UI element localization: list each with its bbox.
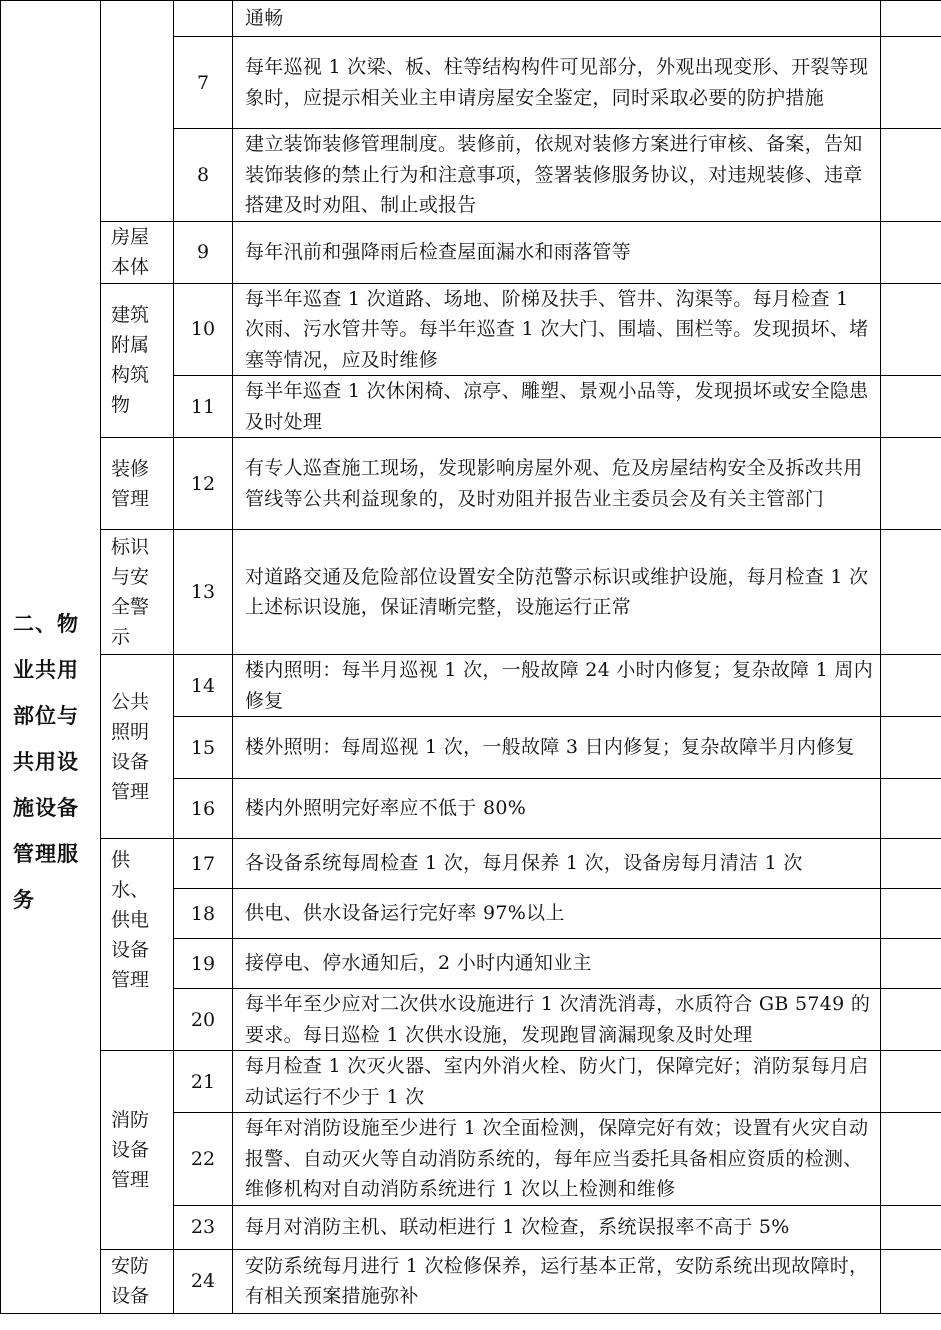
row-number: 19 [174,939,233,989]
row-text: 接停电、停水通知后，2 小时内通知业主 [233,939,881,989]
blank-cell [881,839,941,889]
row-number: 22 [174,1113,233,1206]
row-number: 9 [174,221,233,283]
blank-cell [881,1051,941,1113]
table-row [1,438,941,530]
subcategory-security: 安防设备 [101,1249,174,1313]
subcategory-house-body: 房屋本体 [101,221,174,283]
row-text: 有专人巡查施工现场，发现影响房屋外观、危及房屋结构安全及拆改共用管线等公共利益现象的，及时劝阻并报告业主委员会及有关主管部门 [233,438,881,530]
row-text: 建立装饰装修管理制度。装修前，依规对装修方案进行审核、备案，告知装饰装修的禁止行为和注意事项，签署装修服务协议，对违规装修、违章搭建及时劝阻、制止或报告 [233,129,881,222]
table-row [1,530,941,655]
subcategory-continued-cell [101,1,174,222]
row-number: 20 [174,989,233,1051]
blank-cell [881,376,941,438]
row-number: 24 [174,1249,233,1313]
blank-cell [881,283,941,376]
row-text: 每半年巡查 1 次休闲椅、凉亭、雕塑、景观小品等，发现损坏或安全隐患及时处理 [233,376,881,438]
row-text: 每半年至少应对二次供水设施进行 1 次清洗消毒，水质符合 GB 5749 的要求。每日巡检 1 次供水设施，发现跑冒滴漏现象及时处理 [233,989,881,1051]
blank-cell [881,1113,941,1206]
blank-cell [881,530,941,655]
blank-cell [881,779,941,839]
blank-cell [881,717,941,779]
row-text: 通畅 [233,1,881,37]
table-row [1,1249,941,1313]
blank-cell [881,221,941,283]
row-text: 供电、供水设备运行完好率 97%以上 [233,889,881,939]
row-text: 楼内照明：每半月巡视 1 次，一般故障 24 小时内修复；复杂故障 1 周内修复 [233,655,881,717]
table-row [1,221,941,283]
row-number: 13 [174,530,233,655]
row-number: 7 [174,37,233,129]
blank-cell [881,989,941,1051]
section-title-cell [1,1,101,1314]
blank-cell [881,37,941,129]
row-number: 15 [174,717,233,779]
row-text: 每半年巡查 1 次道路、场地、阶梯及扶手、管井、沟渠等。每月检查 1 次雨、污水管井等。每半年巡查 1 次大门、围墙、围栏等。发现损坏、堵塞等情况，应及时维修 [233,283,881,376]
blank-cell [881,655,941,717]
blank-cell [881,1249,941,1313]
subcategory-attached-buildings: 建筑附属构筑物 [101,283,174,438]
row-number: 21 [174,1051,233,1113]
row-number: 8 [174,129,233,222]
row-number: 12 [174,438,233,530]
section-title: 二、物业共用部位与共用设施设备管理服务 [13,611,79,912]
subcategory-power-water-label: 供水、供电设备管理 [111,848,150,991]
blank-cell [881,1205,941,1249]
row-number: 16 [174,779,233,839]
row-text: 每年汛前和强降雨后检查屋面漏水和雨落管等 [233,221,881,283]
row-number: 14 [174,655,233,717]
row-text: 每月对消防主机、联动柜进行 1 次检查，系统误报率不高于 5% [233,1205,881,1249]
row-text: 楼外照明：每周巡视 1 次，一般故障 3 日内修复；复杂故障半月内修复 [233,717,881,779]
table-row [1,283,941,376]
blank-cell [881,889,941,939]
row-text: 每年对消防设施至少进行 1 次全面检测，保障完好有效；设置有火灾自动报警、自动灭火等自动消防系统的，每年应当委托具备相应资质的检测、维修机构对自动消防系统进行 1 次以上检测和维修 [233,1113,881,1206]
row-number: 17 [174,839,233,889]
blank-cell [881,129,941,222]
blank-cell [881,939,941,989]
table-row [1,839,941,889]
subcategory-public-lighting: 公共照明设备管理 [101,655,174,839]
table-row [1,1,941,37]
row-text: 楼内外照明完好率应不低于 80% [233,779,881,839]
row-text: 每月检查 1 次灭火器、室内外消火栓、防火门，保障完好；消防泵每月启动试运行不少于 1 次 [233,1051,881,1113]
row-text: 各设备系统每周检查 1 次，每月保养 1 次，设备房每月清洁 1 次 [233,839,881,889]
subcategory-power-water [101,839,174,1051]
row-number: 18 [174,889,233,939]
blank-cell [881,1,941,37]
row-number: 10 [174,283,233,376]
table-row [1,1051,941,1113]
row-number: 23 [174,1205,233,1249]
row-number [174,1,233,37]
row-text: 对道路交通及危险部位设置安全防范警示标识或维护设施，每月检查 1 次上述标识设施，保证清晰完整，设施运行正常 [233,530,881,655]
table-row [1,655,941,717]
row-number: 11 [174,376,233,438]
subcategory-fire: 消防设备管理 [101,1051,174,1250]
blank-cell [881,438,941,530]
subcategory-signage: 标识与安全警示 [101,530,174,655]
row-text: 安防系统每月进行 1 次检修保养，运行基本正常，安防系统出现故障时，有相关预案措施弥补 [233,1249,881,1313]
subcategory-renovation: 装修管理 [101,438,174,530]
row-text: 每年巡视 1 次梁、板、柱等结构构件可见部分，外观出现变形、开裂等现象时，应提示相关业主申请房屋安全鉴定，同时采取必要的防护措施 [233,37,881,129]
